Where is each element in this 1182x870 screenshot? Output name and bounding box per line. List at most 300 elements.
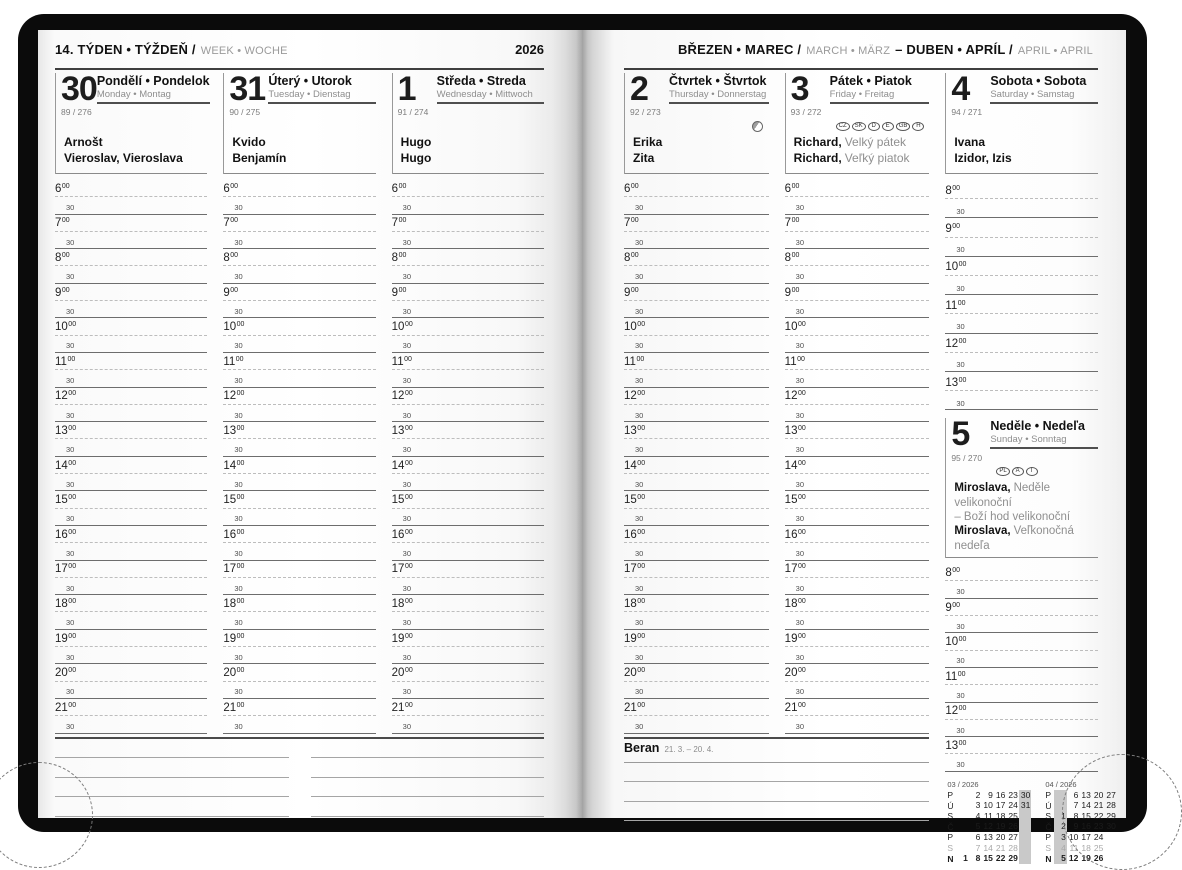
weekday-abbrev: P xyxy=(1045,832,1051,843)
mini-calendar-day: 14 xyxy=(1081,800,1091,811)
hour-row xyxy=(223,422,375,439)
mini-calendar-day: 28 xyxy=(1106,800,1116,811)
mini-calendar-day: 25 xyxy=(1093,842,1104,853)
half-hour-label: 30 xyxy=(795,618,805,628)
half-hour-label: 30 xyxy=(956,587,965,597)
half-hour-row xyxy=(55,232,207,249)
mini-calendar-row xyxy=(947,800,1031,811)
half-hour-row xyxy=(223,682,375,699)
hour-label: $18^{00}$ xyxy=(624,597,646,610)
half-hour-row xyxy=(223,509,375,526)
half-hour-row xyxy=(945,616,1098,633)
half-hour-label: 30 xyxy=(635,237,644,247)
half-hour-row xyxy=(223,370,375,387)
mini-calendar-row xyxy=(947,832,1031,843)
hour-label: $14^{00}$ xyxy=(391,459,413,472)
hour-label: $13^{00}$ xyxy=(624,424,646,437)
half-hour-label: 30 xyxy=(635,652,644,662)
half-hour-row xyxy=(785,578,930,595)
holiday-country-badge: SK xyxy=(852,122,866,131)
mini-calendar-day: 13 xyxy=(1081,789,1091,800)
zodiac-name: Beran xyxy=(624,740,660,755)
hour-label: $12^{00}$ xyxy=(624,390,646,403)
half-hour-label: 30 xyxy=(956,656,965,666)
day-header-monday xyxy=(55,70,210,174)
half-hour-label: 30 xyxy=(234,479,243,489)
hour-label: $11^{00}$ xyxy=(223,355,244,368)
hour-row xyxy=(945,633,1098,650)
half-hour-label: 30 xyxy=(66,583,75,593)
right-notes-area xyxy=(624,763,929,822)
half-hour-label: 30 xyxy=(402,687,411,697)
mini-calendar-day: 8 xyxy=(975,853,981,864)
hour-row xyxy=(223,353,375,370)
mini-calendar-day xyxy=(1019,821,1032,832)
name-day-people xyxy=(625,134,769,174)
half-hour-row xyxy=(223,336,375,353)
mini-calendar-day xyxy=(1054,800,1067,811)
mini-calendar-row xyxy=(1045,821,1117,832)
weekday-abbrev: P xyxy=(1045,789,1051,800)
day-of-year: 94 / 271 xyxy=(951,107,983,118)
mini-calendar-day xyxy=(956,843,969,854)
half-hour-row xyxy=(392,336,544,353)
note-line xyxy=(55,797,289,817)
half-hour-label: 30 xyxy=(402,410,411,420)
zodiac-row xyxy=(624,741,929,763)
note-line xyxy=(311,778,545,798)
hour-label: $9^{00}$ xyxy=(945,223,961,236)
name-day-people xyxy=(393,134,544,174)
hour-row xyxy=(624,215,769,232)
half-hour-label: 30 xyxy=(635,618,644,628)
half-hour-row xyxy=(392,370,544,387)
day-of-year: 93 / 272 xyxy=(790,107,822,118)
hour-row xyxy=(945,599,1098,616)
half-hour-label: 30 xyxy=(956,283,965,293)
day-extras xyxy=(393,119,544,134)
hour-label: $16^{00}$ xyxy=(624,528,646,541)
hour-label: $13^{00}$ xyxy=(945,376,967,389)
half-hour-row xyxy=(945,754,1098,771)
hour-row xyxy=(392,249,544,266)
half-hour-label: 30 xyxy=(234,376,243,386)
day-number: 5 xyxy=(951,415,970,454)
hour-label: $9^{00}$ xyxy=(391,286,407,299)
mini-calendar-row xyxy=(947,843,1031,854)
holiday-country-badge: GB xyxy=(896,122,911,131)
note-line xyxy=(311,758,545,778)
day-header-sunday xyxy=(945,415,1098,558)
hour-label: $7^{00}$ xyxy=(784,217,800,230)
name-day-text: Richard, xyxy=(793,150,842,165)
mini-calendar-day: 21 xyxy=(995,842,1006,853)
day-name-local: Pondělí • Pondelok xyxy=(96,74,210,88)
week-title: 14. TÝDEN • TÝŽDEŇ / xyxy=(55,42,196,57)
left-notes-area xyxy=(55,739,544,817)
half-hour-row xyxy=(945,651,1098,668)
half-hour-row xyxy=(223,266,375,283)
hour-row xyxy=(624,353,769,370)
half-hour-row xyxy=(392,405,544,422)
hour-label: $9^{00}$ xyxy=(223,286,239,299)
day-extras xyxy=(224,119,375,134)
mini-calendar-day: 18 xyxy=(1081,842,1091,853)
half-hour-label: 30 xyxy=(795,445,805,455)
mini-calendar-day: 31 xyxy=(1019,800,1032,811)
mini-calendar-day: 30 xyxy=(1106,821,1116,832)
half-hour-label: 30 xyxy=(66,376,75,386)
mini-calendar-day xyxy=(956,821,969,832)
day-header-friday xyxy=(785,70,930,174)
hour-row xyxy=(785,491,930,508)
half-hour-label: 30 xyxy=(66,514,75,524)
half-hour-label: 30 xyxy=(66,479,75,489)
half-hour-row xyxy=(392,612,544,629)
half-hour-row xyxy=(223,578,375,595)
hour-label: $14^{00}$ xyxy=(55,459,77,472)
holiday-country-badge: PL xyxy=(996,467,1009,476)
name-day-text: Hugo xyxy=(400,150,432,165)
half-hour-label: 30 xyxy=(234,549,243,559)
half-hour-row xyxy=(55,474,207,491)
hour-row xyxy=(785,457,930,474)
hour-row xyxy=(785,284,930,301)
half-hour-row xyxy=(55,612,207,629)
day-name-intl: Monday • Montag xyxy=(96,89,171,100)
half-hour-row xyxy=(624,405,769,422)
mini-calendar-day: 19 xyxy=(995,821,1006,832)
mini-calendar-row xyxy=(1045,800,1117,811)
half-hour-row xyxy=(55,301,207,318)
mini-calendar-day: 21 xyxy=(1093,800,1104,811)
mini-calendar-row xyxy=(1045,811,1117,822)
hour-row xyxy=(624,595,769,612)
note-line xyxy=(55,758,289,778)
hour-row xyxy=(392,180,544,197)
mini-calendar-day: 16 xyxy=(1081,821,1091,832)
hour-label: $20^{00}$ xyxy=(624,667,646,680)
half-hour-row xyxy=(392,266,544,283)
hour-row xyxy=(785,249,930,266)
hour-label: $8^{00}$ xyxy=(945,184,961,197)
half-hour-row xyxy=(624,543,769,560)
half-hour-row xyxy=(55,716,207,733)
half-hour-label: 30 xyxy=(635,203,644,213)
half-hour-row xyxy=(223,197,375,214)
mini-calendar-day: 3 xyxy=(1054,832,1067,843)
mini-calendar-day: 25 xyxy=(1008,810,1018,821)
half-hour-row xyxy=(392,509,544,526)
day-number: 2 xyxy=(630,70,648,108)
half-hour-label: 30 xyxy=(234,445,243,455)
weekday-abbrev: Č xyxy=(1045,821,1052,832)
half-hour-row xyxy=(945,720,1098,737)
holiday-country-badge: A xyxy=(1012,467,1024,476)
mini-calendar-day: 22 xyxy=(995,853,1006,864)
hour-row xyxy=(785,630,930,647)
hour-row xyxy=(785,664,930,681)
hour-row xyxy=(223,284,375,301)
half-hour-label: 30 xyxy=(402,652,411,662)
hour-label: $16^{00}$ xyxy=(391,528,413,541)
hour-row xyxy=(392,561,544,578)
half-hour-row xyxy=(785,509,930,526)
hour-label: $10^{00}$ xyxy=(223,321,245,334)
half-hour-label: 30 xyxy=(795,306,805,316)
hour-label: $12^{00}$ xyxy=(223,390,245,403)
hour-label: $15^{00}$ xyxy=(784,494,806,507)
name-day-text: Miroslava, xyxy=(954,525,1011,538)
hour-row xyxy=(624,457,769,474)
month-title-2: – DUBEN • APRÍL / xyxy=(895,42,1013,57)
half-hour-row xyxy=(624,197,769,214)
mini-calendar-day xyxy=(956,832,969,843)
day-name-intl: Friday • Freitag xyxy=(829,89,895,100)
hour-label: $15^{00}$ xyxy=(391,494,413,507)
mini-calendar-day: 5 xyxy=(1054,853,1067,864)
mini-calendar-day: 29 xyxy=(1106,810,1116,821)
day-extras xyxy=(625,119,769,134)
left-page xyxy=(38,30,582,818)
hour-row xyxy=(785,561,930,578)
half-hour-row xyxy=(624,716,769,733)
day-name-local: Sobota • Sobota xyxy=(990,74,1087,88)
half-hour-row xyxy=(624,612,769,629)
half-hour-label: 30 xyxy=(66,341,75,351)
mini-calendar-row xyxy=(1045,832,1117,843)
hour-label: $9^{00}$ xyxy=(624,286,639,299)
hour-row xyxy=(55,215,207,232)
hour-row xyxy=(624,318,769,335)
half-hour-row xyxy=(624,682,769,699)
hour-label: $17^{00}$ xyxy=(624,563,646,576)
day-number: 31 xyxy=(229,70,266,108)
name-day-text: Ivana xyxy=(954,135,986,149)
mini-calendar-day: 26 xyxy=(1008,821,1018,832)
half-hour-row xyxy=(223,474,375,491)
hour-row xyxy=(223,215,375,232)
half-hour-row xyxy=(624,336,769,353)
mini-calendar-day xyxy=(1019,832,1032,843)
half-hour-label: 30 xyxy=(402,583,411,593)
mini-calendar-title: 03 / 2026 xyxy=(947,779,979,789)
hour-label: $12^{00}$ xyxy=(945,705,967,718)
hour-row xyxy=(945,334,1098,353)
hour-row xyxy=(55,422,207,439)
half-hour-label: 30 xyxy=(66,652,75,662)
hour-label: $19^{00}$ xyxy=(624,632,646,645)
hour-label: $15^{00}$ xyxy=(624,494,646,507)
day-header-wednesday xyxy=(392,70,544,174)
hour-label: $10^{00}$ xyxy=(945,261,967,274)
day-column-saturday xyxy=(945,70,1098,410)
mini-calendar-day: 17 xyxy=(995,800,1006,811)
hour-row xyxy=(223,699,375,716)
left-day-columns xyxy=(55,70,544,734)
half-hour-row xyxy=(392,543,544,560)
day-column-wednesday xyxy=(391,70,544,734)
half-hour-label: 30 xyxy=(402,306,411,316)
half-hour-row xyxy=(392,682,544,699)
hour-row xyxy=(945,703,1098,720)
hour-row xyxy=(55,526,207,543)
weekday-abbrev: N xyxy=(947,853,954,864)
hour-label: $17^{00}$ xyxy=(391,563,413,576)
half-hour-label: 30 xyxy=(402,203,411,213)
half-hour-row xyxy=(785,682,930,699)
hour-label: $10^{00}$ xyxy=(945,636,967,649)
mini-calendar-title: 04 / 2026 xyxy=(1045,779,1077,789)
half-hour-row xyxy=(223,612,375,629)
hour-row xyxy=(223,630,375,647)
mini-calendar-day: 15 xyxy=(983,853,993,864)
week-spread xyxy=(38,30,1126,864)
hour-label: $11^{00}$ xyxy=(945,299,966,312)
moon-phase-icon xyxy=(752,121,763,132)
hour-label: $7^{00}$ xyxy=(624,217,639,230)
half-hour-label: 30 xyxy=(66,237,75,247)
name-day-text: Vieroslav, Vieroslava xyxy=(64,150,183,165)
half-hour-label: 30 xyxy=(795,237,805,247)
half-hour-row xyxy=(785,543,930,560)
right-page xyxy=(582,30,1126,864)
day-name-intl: Saturday • Samstag xyxy=(990,89,1075,100)
hour-label: $8^{00}$ xyxy=(784,251,800,264)
notes-column xyxy=(55,739,289,817)
half-hour-label: 30 xyxy=(234,306,243,316)
hour-row xyxy=(624,664,769,681)
hour-label: $7^{00}$ xyxy=(391,217,407,230)
holiday-text: Velký pátek xyxy=(844,135,907,149)
half-hour-label: 30 xyxy=(635,514,644,524)
hour-label: $18^{00}$ xyxy=(55,597,77,610)
hour-label: $19^{00}$ xyxy=(223,632,245,645)
hour-label: $16^{00}$ xyxy=(55,528,77,541)
mini-calendar-day xyxy=(1019,843,1032,854)
half-hour-label: 30 xyxy=(795,376,805,386)
half-hour-label: 30 xyxy=(402,618,411,628)
day-column-monday xyxy=(55,70,210,734)
hour-row xyxy=(785,526,930,543)
hour-label: $14^{00}$ xyxy=(784,459,806,472)
half-hour-row xyxy=(223,405,375,422)
hour-label: $16^{00}$ xyxy=(223,528,245,541)
holiday-country-badge: I xyxy=(1026,467,1038,476)
mini-calendar-day: 11 xyxy=(984,810,993,821)
mini-calendar-day: 20 xyxy=(995,832,1006,843)
holiday-country-badge: E xyxy=(882,122,894,131)
name-day-people xyxy=(56,134,207,174)
half-hour-label: 30 xyxy=(956,322,965,331)
mini-calendar-day: 8 xyxy=(1073,810,1079,821)
hour-row xyxy=(785,388,930,405)
half-hour-row xyxy=(624,578,769,595)
day-name-intl: Wednesday • Mittwoch xyxy=(436,89,533,100)
mini-calendar-day xyxy=(1104,832,1117,843)
month-title-2-intl: APRIL • APRIL xyxy=(1017,45,1093,57)
hour-label: $8^{00}$ xyxy=(945,566,961,579)
half-hour-row xyxy=(945,581,1098,598)
hour-row xyxy=(945,180,1098,199)
planner-book xyxy=(18,14,1147,864)
mini-calendar xyxy=(947,780,1031,864)
half-hour-label: 30 xyxy=(234,618,243,628)
mini-calendar-day: 9 xyxy=(1073,821,1079,832)
hour-label: $13^{00}$ xyxy=(391,424,413,437)
mini-calendar-day xyxy=(1054,790,1067,801)
day-extras xyxy=(946,464,1098,479)
hour-row xyxy=(945,218,1098,237)
half-hour-label: 30 xyxy=(402,272,411,282)
time-grid xyxy=(945,564,1098,772)
hour-row xyxy=(624,699,769,716)
hour-row xyxy=(223,457,375,474)
hour-row xyxy=(785,215,930,232)
mini-calendar-day: 27 xyxy=(1106,789,1116,800)
half-hour-row xyxy=(223,232,375,249)
half-hour-label: 30 xyxy=(66,272,75,282)
day-extras xyxy=(786,119,930,134)
hour-label: $13^{00}$ xyxy=(223,424,245,437)
mini-calendar-row xyxy=(947,790,1031,801)
mini-calendar-day: 12 xyxy=(983,821,993,832)
hour-row xyxy=(785,318,930,335)
half-hour-row xyxy=(624,266,769,283)
half-hour-label: 30 xyxy=(956,398,965,408)
note-line xyxy=(55,739,289,759)
day-header-saturday xyxy=(945,70,1098,174)
half-hour-row xyxy=(55,336,207,353)
name-day-text: Erika xyxy=(633,135,663,149)
hour-row xyxy=(55,284,207,301)
half-hour-row xyxy=(624,474,769,491)
weekday-abbrev: P xyxy=(947,832,953,843)
hour-row xyxy=(785,180,930,197)
hour-label: $10^{00}$ xyxy=(784,321,806,334)
hour-row xyxy=(392,388,544,405)
half-hour-row xyxy=(785,612,930,629)
hour-row xyxy=(392,664,544,681)
name-day-text: Arnošt xyxy=(64,135,103,149)
name-day-text: Hugo xyxy=(400,135,432,149)
holiday-text: – Boží hod velikonoční xyxy=(954,511,1071,523)
mini-calendar-day xyxy=(1019,853,1032,864)
time-grid xyxy=(223,180,375,734)
half-hour-row xyxy=(55,370,207,387)
half-hour-row xyxy=(55,509,207,526)
hour-row xyxy=(785,595,930,612)
half-hour-label: 30 xyxy=(66,687,75,697)
half-hour-label: 30 xyxy=(402,514,411,524)
mini-calendar-day: 1 xyxy=(963,853,968,864)
hour-label: $21^{00}$ xyxy=(391,701,413,714)
hour-label: $20^{00}$ xyxy=(391,667,413,680)
weekday-abbrev: S xyxy=(947,811,953,822)
day-column-tuesday xyxy=(223,70,375,734)
notes-column xyxy=(311,739,545,817)
mini-calendar-day: 15 xyxy=(1081,810,1091,821)
mini-calendar-day: 4 xyxy=(1054,843,1067,854)
hour-row xyxy=(392,457,544,474)
mini-calendar-day: 30 xyxy=(1019,790,1032,801)
hour-row xyxy=(55,318,207,335)
time-grid xyxy=(945,180,1098,410)
half-hour-row xyxy=(624,232,769,249)
half-hour-label: 30 xyxy=(956,725,965,735)
day-name-local: Neděle • Nedeľa xyxy=(990,419,1085,434)
hour-row xyxy=(624,422,769,439)
